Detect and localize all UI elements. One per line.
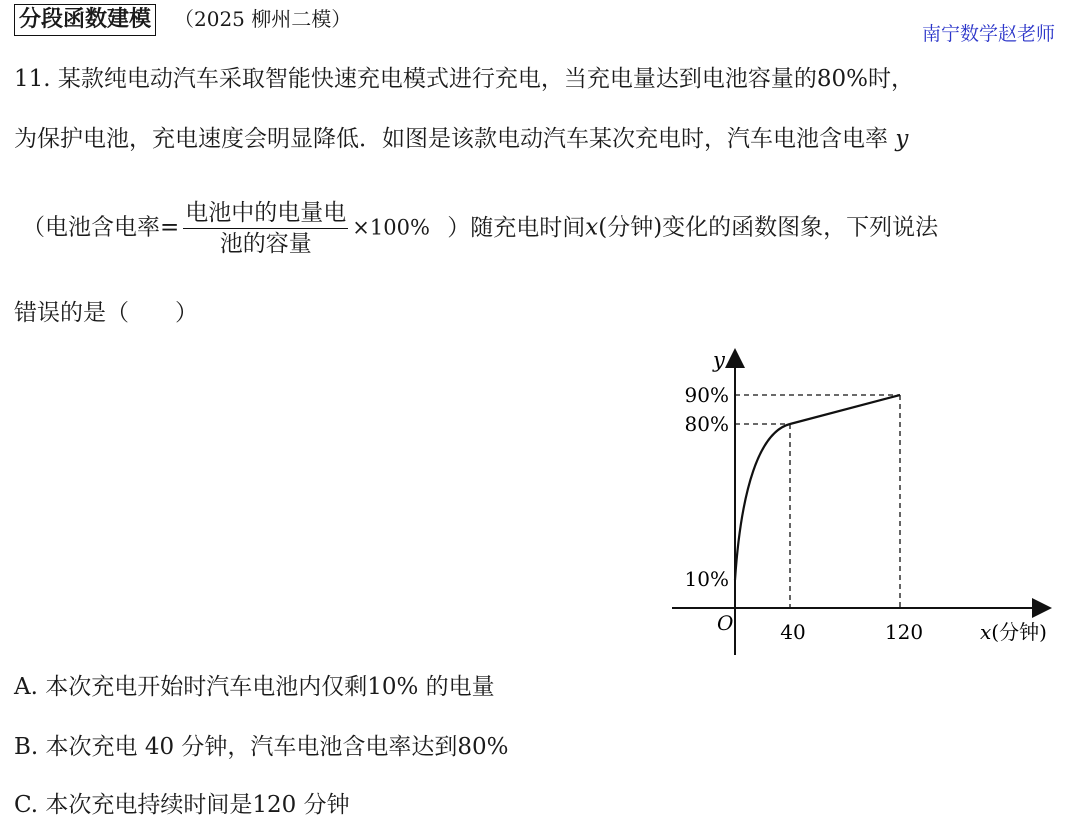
fraction-denominator: 池的容量 (219, 231, 312, 257)
x-axis-unit: (分钟) (991, 620, 1047, 644)
option-c-letter: C. (14, 792, 39, 818)
rate-definition-prefix: （电池含电率= (22, 214, 180, 241)
question-text-3a: ）随充电时间 (447, 214, 586, 241)
question-line-3 (22, 198, 938, 259)
x-axis-variable: x (980, 620, 992, 644)
y-tick-80: 80% (684, 412, 729, 436)
curve-segment-1 (735, 424, 790, 580)
y-tick-90: 90% (684, 383, 729, 407)
fraction-numerator: 电池中的电量电 (183, 198, 348, 229)
watermark: 南宁数学赵老师 (922, 23, 1056, 45)
option-b-text: 本次充电 40 分钟，汽车电池含电率达到80% (45, 734, 509, 760)
variable-y: y (895, 126, 909, 152)
variable-x: x (585, 214, 599, 241)
rate-fraction (183, 198, 348, 259)
option-b-letter: B. (14, 734, 39, 760)
x-tick-40: 40 (780, 620, 806, 644)
question-line-1 (14, 62, 914, 96)
y-axis-label: y (713, 348, 725, 372)
exam-source: （2025 柳州二模） (174, 7, 352, 31)
x-axis-label (980, 620, 1047, 644)
section-tag: 分段函数建模 (14, 4, 156, 36)
function-graph (660, 340, 1070, 665)
question-line-2 (14, 122, 908, 156)
question-text-1: 某款纯电动汽车采取智能快速充电模式进行充电，当充电量达到电池容量的80%时， (57, 66, 915, 92)
option-b[interactable] (14, 730, 509, 764)
option-a[interactable] (14, 670, 495, 704)
question-number: 11. (14, 66, 51, 92)
y-tick-10: 10% (684, 567, 729, 591)
rate-multiplier: ×100% (352, 215, 430, 240)
question-text-4: 错误的是（ ） (14, 300, 198, 326)
option-c[interactable] (14, 788, 350, 822)
question-line-4 (14, 296, 198, 330)
option-c-text: 本次充电持续时间是120 分钟 (45, 792, 350, 818)
x-tick-120: 120 (884, 620, 924, 644)
option-a-letter: A. (14, 674, 38, 700)
origin-label: O (717, 611, 734, 635)
question-text-2: 为保护电池，充电速度会明显降低．如图是该款电动汽车某次充电时，汽车电池含电率 (14, 126, 888, 152)
line-segment-2 (790, 395, 900, 424)
question-text-3b: (分钟)变化的函数图象，下列说法 (598, 214, 939, 241)
option-a-text: 本次充电开始时汽车电池内仅剩10% 的电量 (45, 674, 495, 700)
